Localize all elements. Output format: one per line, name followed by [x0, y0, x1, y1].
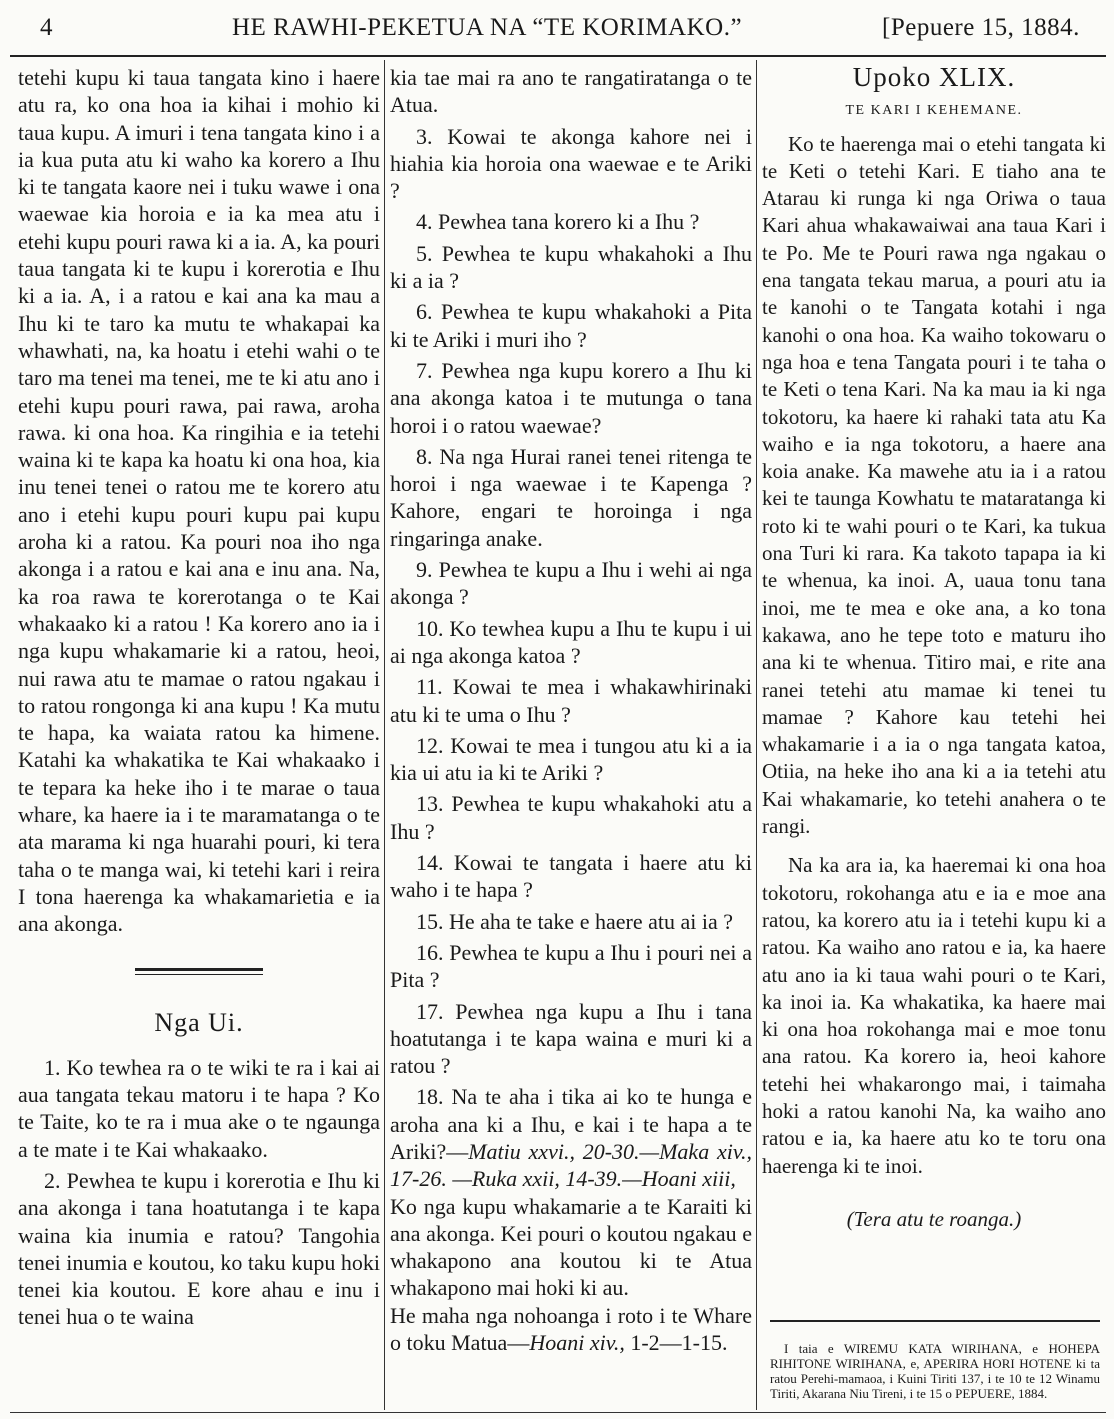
mansions-text: He maha nga nohoanga i roto i te Whare o toku Matua—	[390, 1302, 752, 1356]
question-9: 9. Pewhea te kupu a Ihu i wehi ai nga akonga ?	[390, 557, 752, 610]
column-divider-1	[384, 60, 385, 1410]
mansions-verses: 1-2—1-15.	[630, 1330, 728, 1356]
footer-rule	[10, 1412, 1106, 1413]
column-left	[18, 64, 380, 1335]
garden-paragraph-1: Ko te haerenga mai o etehi tangata ki te Keti o tetehi Kari. E tiaho ana te Atarau ki runga ki nga Oriwa o taua Kari ahua whakawaiwai ana taua Kari i te Po. Me te Pouri rawa nga ngakau o ena tangata tekau marua, a pouri atu ia te kanohi o te Tangata kotahi i nga kanohi o ona hoa. Ka waiho tokowaru o nga hoa e tena Tangata pouri i te taha o te Keti o tena Kari. Na ka mau ia ki nga tokotoru, ka haere ki rahaki tata atu Ka waiho e ia nga tokotoru, a haere ana koia anake. Ka mawehe atu ia i a ratou kei te taunga Kowhatu te mataratanga ki roto ki te wahi pouri o te Kari, ka tukua ona Turi ki rara. Ka takoto tapapa ia ki te whenua, ka inoi. A, uaua tonu tana inoi, me te mea e oke ana, a ko tona kakawa, ano he tepe toto e maturu iho ana ki te whenua. Titiro mai, e rite ana ranei tetehi atu mamae ki tenei tu mamae ? Kahore kau tetehi hei whakamarie i a ia o nga tangata katoa, Otiia, na heke iho ana ki a ia tetehi atu Kai whakamarie, ko tetehi anahera o te rangi.	[762, 131, 1106, 839]
question-5: 5. Pewhea te kupu whakahoki a Ihu ki a ia ?	[390, 240, 752, 294]
question-17: 17. Pewhea nga kupu a Ihu i tana hoatutanga i te kapa waina e muri ki a ratou ?	[390, 998, 752, 1079]
chapter-heading: Upoko XLIX.	[852, 62, 1016, 92]
mansions-paragraph	[390, 1302, 752, 1357]
printer-imprint: I taia e WIREMU KATA WIRIHANA, e HOHEPA RIHITONE WIRIHANA, e, APERIRA HORI HOTENE ki ta ratou Perehi-mamaoa, i Kuini Tiriti 137, i te 10 te 12 Winamu Tiriti, Akarana Niu Tireni, i te 15 o PEPUERE, 1884.	[770, 1341, 1100, 1401]
question-18-text: 18. Na te aha i tika ai ko te hunga e aroha ana ki a Ihu, e kai i te hapa a te Ariki?—	[390, 1084, 752, 1164]
question-8: 8. Na nga Hurai ranei tenei ritenga te horoi i nga waewae i te Kapenga ? Kahore, engari te horoinga i nga ringaringa anake.	[390, 443, 752, 551]
page-number: 4	[40, 14, 53, 41]
masthead-title: HE RAWHI-PEKETUA NA “TE KORIMAKO.”	[232, 14, 743, 41]
question-18	[390, 1083, 752, 1192]
question-1: 1. Ko tewhea ra o te wiki te ra i kai ai aua tangata tekau matoru i te hapa ? Ko te Taite, ko te ra i mua ake o te ngaunga a te mate i te Kai whakaako.	[18, 1054, 380, 1162]
scripture-references: Matiu xxvi., 20-30.—Maka xiv., 17-26. —Ruka xxii, 14-39.—Hoani xiii,	[390, 1138, 752, 1192]
question-10: 10. Ko tewhea kupu a Ihu te kupu i ui ai nga akonga katoa ?	[390, 615, 752, 668]
section-double-rule	[135, 968, 263, 975]
printer-rule	[770, 1320, 1100, 1322]
column-middle	[390, 64, 752, 1356]
page-header	[0, 14, 1114, 48]
question-4: 4. Pewhea tana korero ki a Ihu ?	[416, 209, 700, 235]
column-divider-2	[756, 60, 757, 1410]
question-16: 16. Pewhea te kupu a Ihu i pouri nei a Pita ?	[390, 939, 752, 993]
comfort-paragraph: Ko nga kupu whakamarie a te Karaiti ki ana akonga. Kei pouri o koutou ngakau e whakapono ana koutou ki te Atua whakapono mai hoki ki au.	[390, 1193, 752, 1301]
issue-date: [Pepuere 15, 1884.	[882, 14, 1080, 41]
question-3: 3. Kowai te akonga kahore nei i hiahia kia horoia ona waewae e te Ariki ?	[390, 123, 752, 204]
story-paragraph: tetehi kupu ki taua tangata kino i haere atu ra, ko ona hoa ia kihai i mohio ki taua kupu. A imuri i tena tangata kino i a ia kua puta atu ki waho ka korero a Ihu ki te tangata kaore nei i tuku wawe i ona waewae kia horoia e ia ka mea atu i etehi kupu pouri rawa ki a ia. A, ka pouri taua tangata ki te kupu i korerotia e Ihu ki a ia. A, i a ratou e kai ana ka mau a Ihu ki te taro ka mutu te whakapai ka whawhati, na, ka hoatu i etehi wahi o te taro ma tenei ma tenei, me te ki atu ano i etehi kupu pouri rawa, pai rawa, aroha rawa. ki ona hoa. Ka ringihia e ia tetehi waina ki te kapa ka hoatu ki ona hoa, kia inu tenei tenei o ratou me te korero atu ano i etehi kupu pouri kupu pai kupu aroha ki a ratou. Ka pouri noa iho nga akonga i a ratou e kai ana e inu ana. Na, ka roa rawa te korerotanga o te Kai whakaako ki a ratou ! Ka korero ano ia i nga kupu whakamarie ki a ratou, heoi, nui rawa atu te mamae o ratou ngakau i to ratou rongonga ki ana kupu ! Ka mutu te hapa, ka waiata ratou ka himene. Katahi ka whakatika te Kai whakaako i te tepara ka heke iho i te marae o taua whare, ka haere ia i te maramatanga o te ata marama ki nga huarahi pouri, ki tera taha o te manga wai, ki tetehi kari i reira I tona haerenga ka whakamarietia e ia ana akonga.	[18, 65, 380, 937]
question-14: 14. Kowai te tangata i haere atu ki waho i te hapa ?	[390, 850, 752, 903]
continued-note: (Tera atu te roanga.)	[846, 1206, 1022, 1231]
question-15: 15. He aha te take e haere atu ai ia ?	[416, 908, 733, 934]
question-11: 11. Kowai te mea i whakawhirinaki atu ki te uma o Ihu ?	[390, 674, 752, 727]
garden-paragraph-2: Na ka ara ia, ka haeremai ki ona hoa tokotoru, rokohanga atu e ia e moe ana ratou, ka korero atu ia i tetehi kupu ki a ratou. Ka waiho ano ratou e ia, ka haere atu ano ia ki taua wahi pouri o te Kari, ka inoi ia. Ka whakatika, ka haere mai ki ona hoa rokohanga mai e moe tonu ana ratou. Ka korero ia, heoi kahore tetehi hei whakarongo mai, i taimaha hoki a ratou kanohi Na, ka waiho ano ratou e ia, ka haere atu ko te toru ona haerenga ki te inoi.	[762, 853, 1106, 1178]
header-rule	[10, 55, 1106, 57]
question-2-continued: kia tae mai ra ano te rangatiratanga o te Atua.	[390, 65, 752, 118]
questions-heading: Nga Ui.	[154, 1007, 244, 1037]
chapter-subtitle: TE KARI I KEHEMANE.	[845, 103, 1023, 119]
question-12: 12. Kowai te mea i tungou atu ki a ia kia ui atu ia ki te Ariki ?	[390, 732, 752, 786]
mansions-reference: Hoani xiv.,	[529, 1330, 625, 1356]
question-6: 6. Pewhea te kupu whakahoki a Pita ki te Ariki i muri iho ?	[390, 299, 752, 352]
question-2: 2. Pewhea te kupu i korerotia e Ihu ki ana akonga i tana hoatutanga i te kapa waina kia inumia e ratou? Tangohia tenei inumia e koutou, ko taku kupu hoki tenei kia koutou. E kore ahau e inu i tenei hua o te waina	[18, 1167, 380, 1330]
question-13: 13. Pewhea te kupu whakahoki atu a Ihu ?	[390, 791, 752, 844]
question-7: 7. Pewhea nga kupu korero a Ihu ki ana akonga katoa i te mutunga o tana horoi i o ratou waewae?	[390, 357, 752, 438]
column-right	[762, 64, 1106, 1233]
